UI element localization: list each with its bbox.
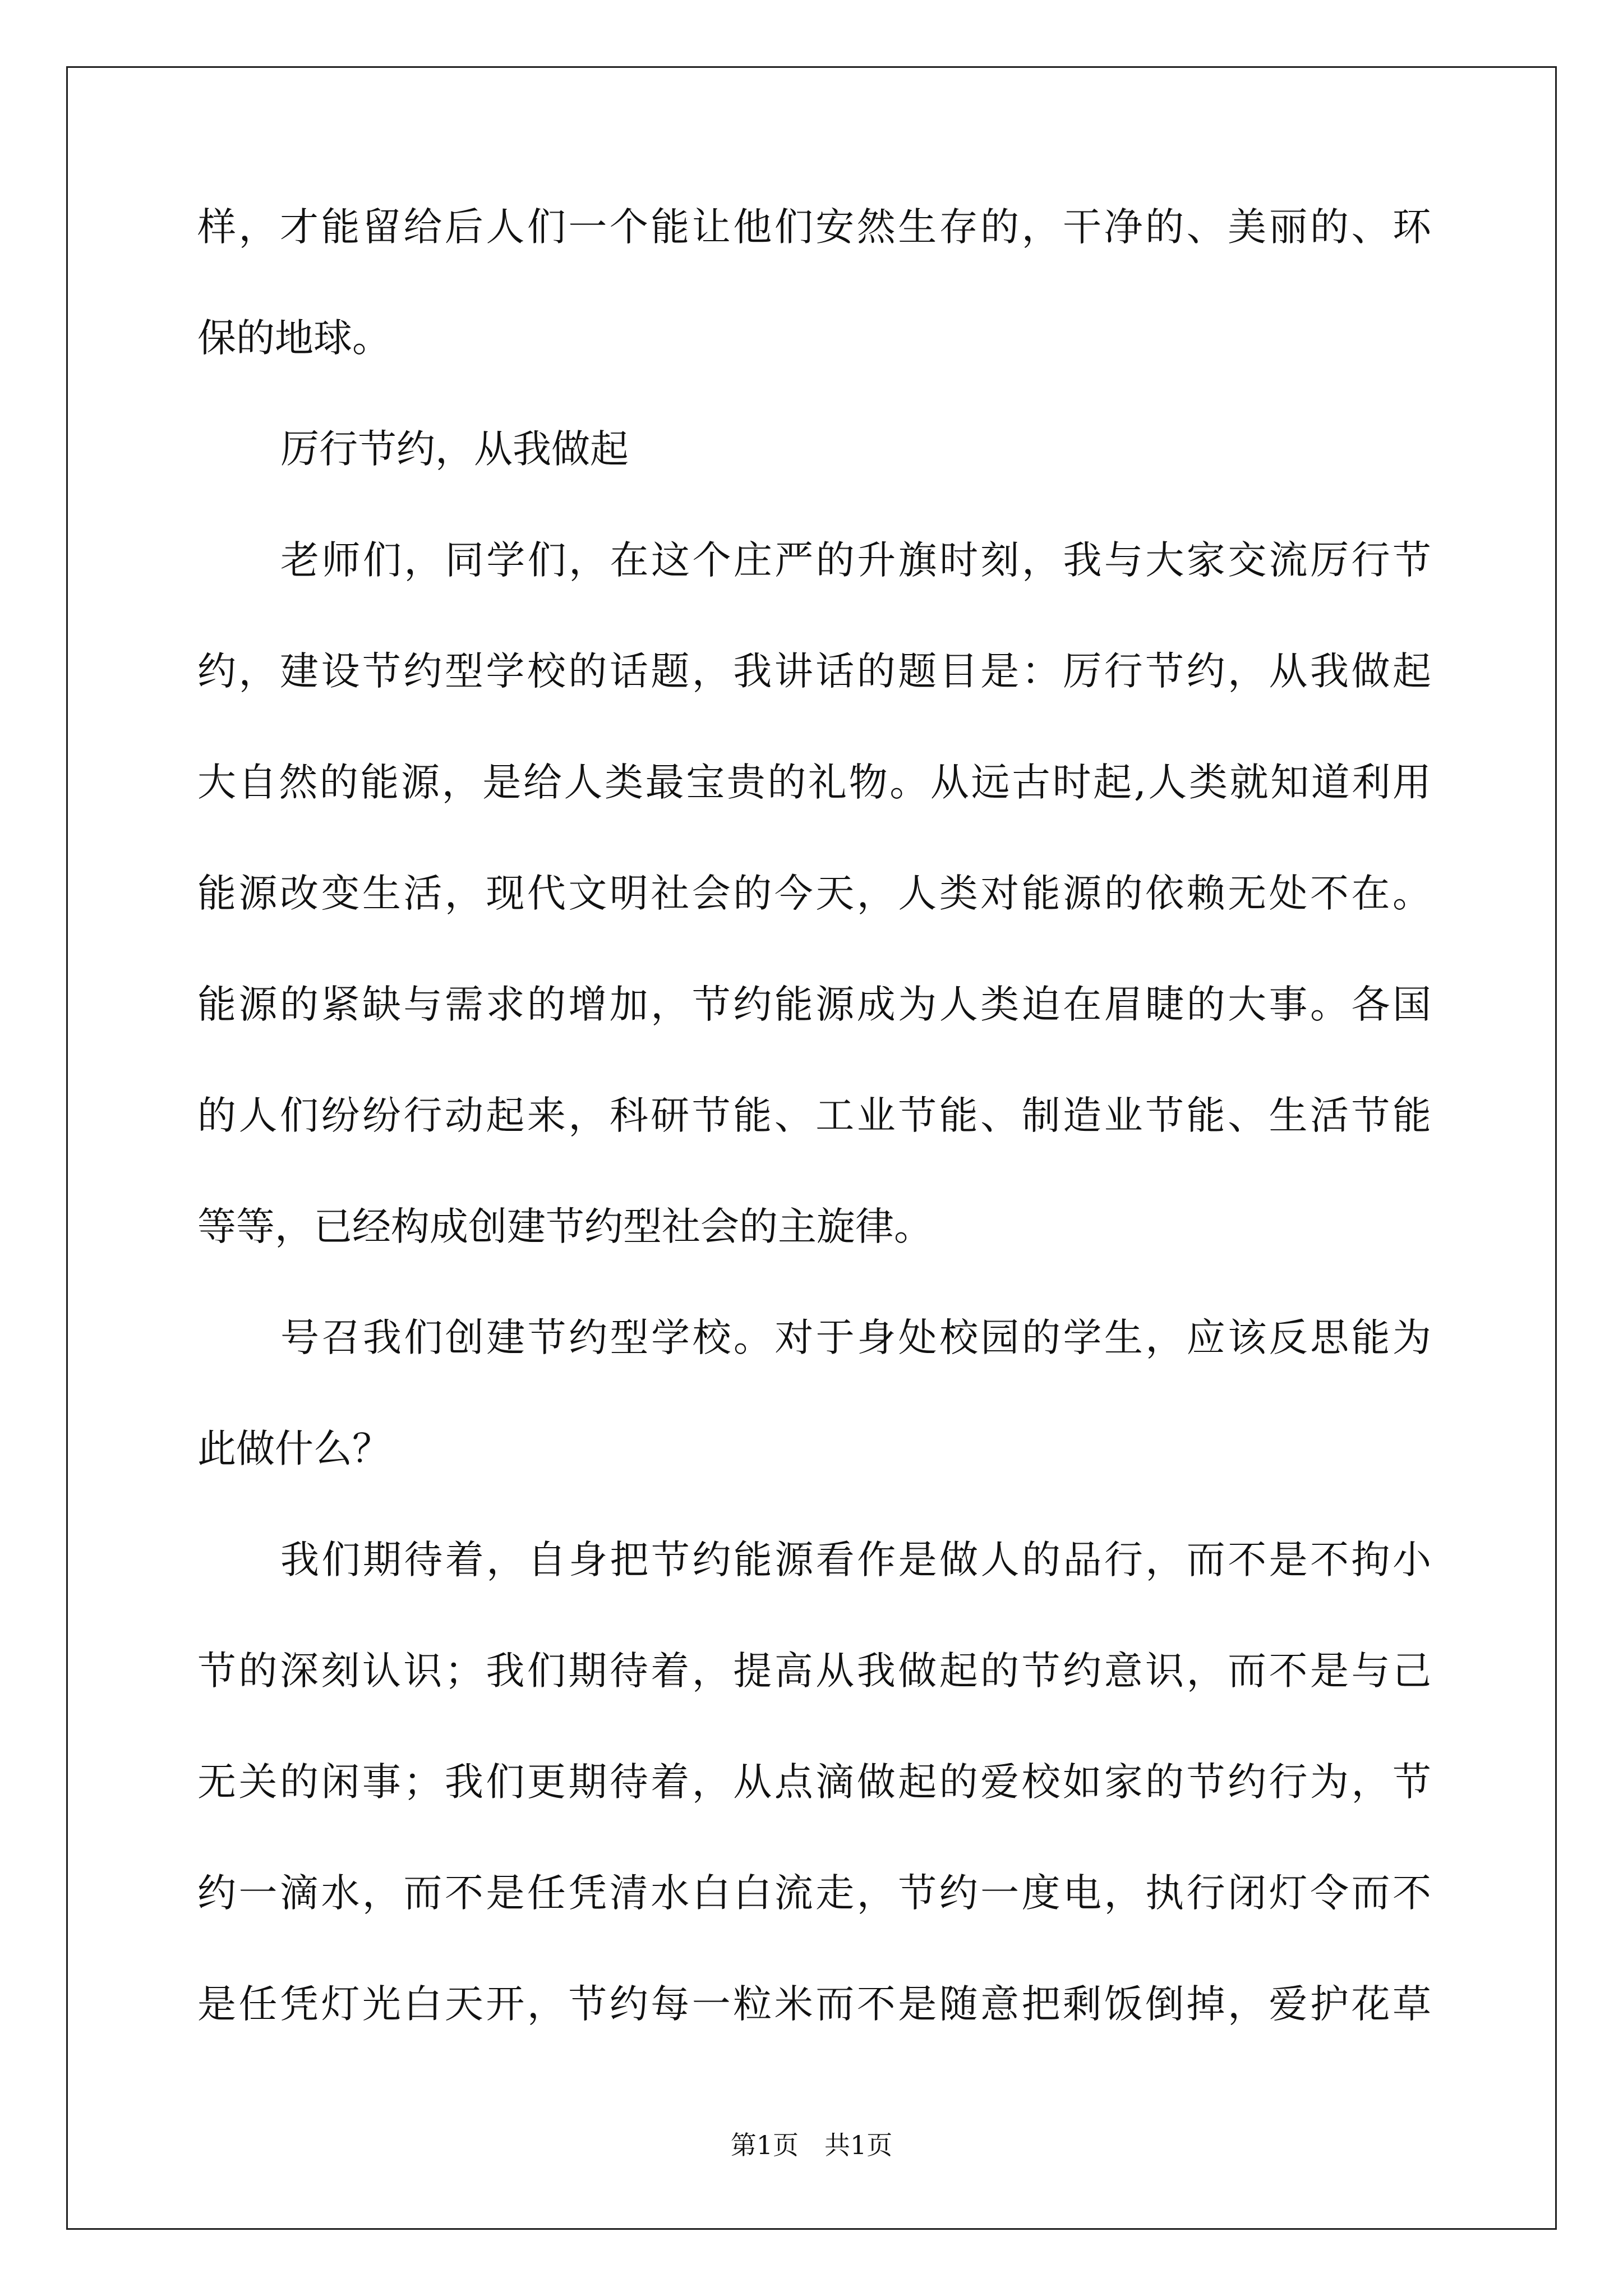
- text-line: 是任凭灯光白天开，节约每一粒米而不是随意把剩饭倒掉，爱护花草: [197, 1982, 1431, 2027]
- text-line: 大自然的能源，是给人类最宝贵的礼物。从远古时起,人类就知道利用: [197, 760, 1431, 805]
- page-footer: [0, 2128, 1623, 2162]
- text-line: 保的地球。: [197, 316, 391, 361]
- text-line: 节的深刻认识；我们期待着，提高从我做起的节约意识，而不是与己: [197, 1649, 1431, 1694]
- page-total: 共1页: [824, 2130, 893, 2160]
- text-line: 号召我们创建节约型学校。对于身处校园的学生，应该反思能为: [280, 1315, 1431, 1360]
- text-line: 等等，已经构成创建节约型社会的主旋律。: [197, 1204, 933, 1249]
- text-line: 老师们，同学们，在这个庄严的升旗时刻，我与大家交流厉行节: [280, 538, 1431, 583]
- text-line: 约一滴水，而不是任凭清水白白流走，节约一度电，执行闭灯令而不: [197, 1871, 1431, 1916]
- text-line: 无关的闲事；我们更期待着，从点滴做起的爱校如家的节约行为，节: [197, 1760, 1431, 1805]
- text-line: 能源的紧缺与需求的增加，节约能源成为人类迫在眉睫的大事。各国: [197, 982, 1431, 1027]
- text-line: 我们期待着，自身把节约能源看作是做人的品行，而不是不拘小: [280, 1538, 1431, 1582]
- page-number: 第1页: [730, 2130, 799, 2160]
- text-line: 约，建设节约型学校的话题，我讲话的题目是：厉行节约，从我做起: [197, 649, 1431, 694]
- text-line: 样，才能留给后人们一个能让他们安然生存的，干净的、美丽的、环: [197, 205, 1431, 250]
- text-line: 此做什么？: [197, 1427, 391, 1471]
- section-heading: 厉行节约，从我做起: [280, 427, 629, 472]
- text-line: 能源改变生活，现代文明社会的今天，人类对能源的依赖无处不在。: [197, 871, 1431, 916]
- text-line: 的人们纷纷行动起来，科研节能、工业节能、制造业节能、生活节能: [197, 1093, 1431, 1138]
